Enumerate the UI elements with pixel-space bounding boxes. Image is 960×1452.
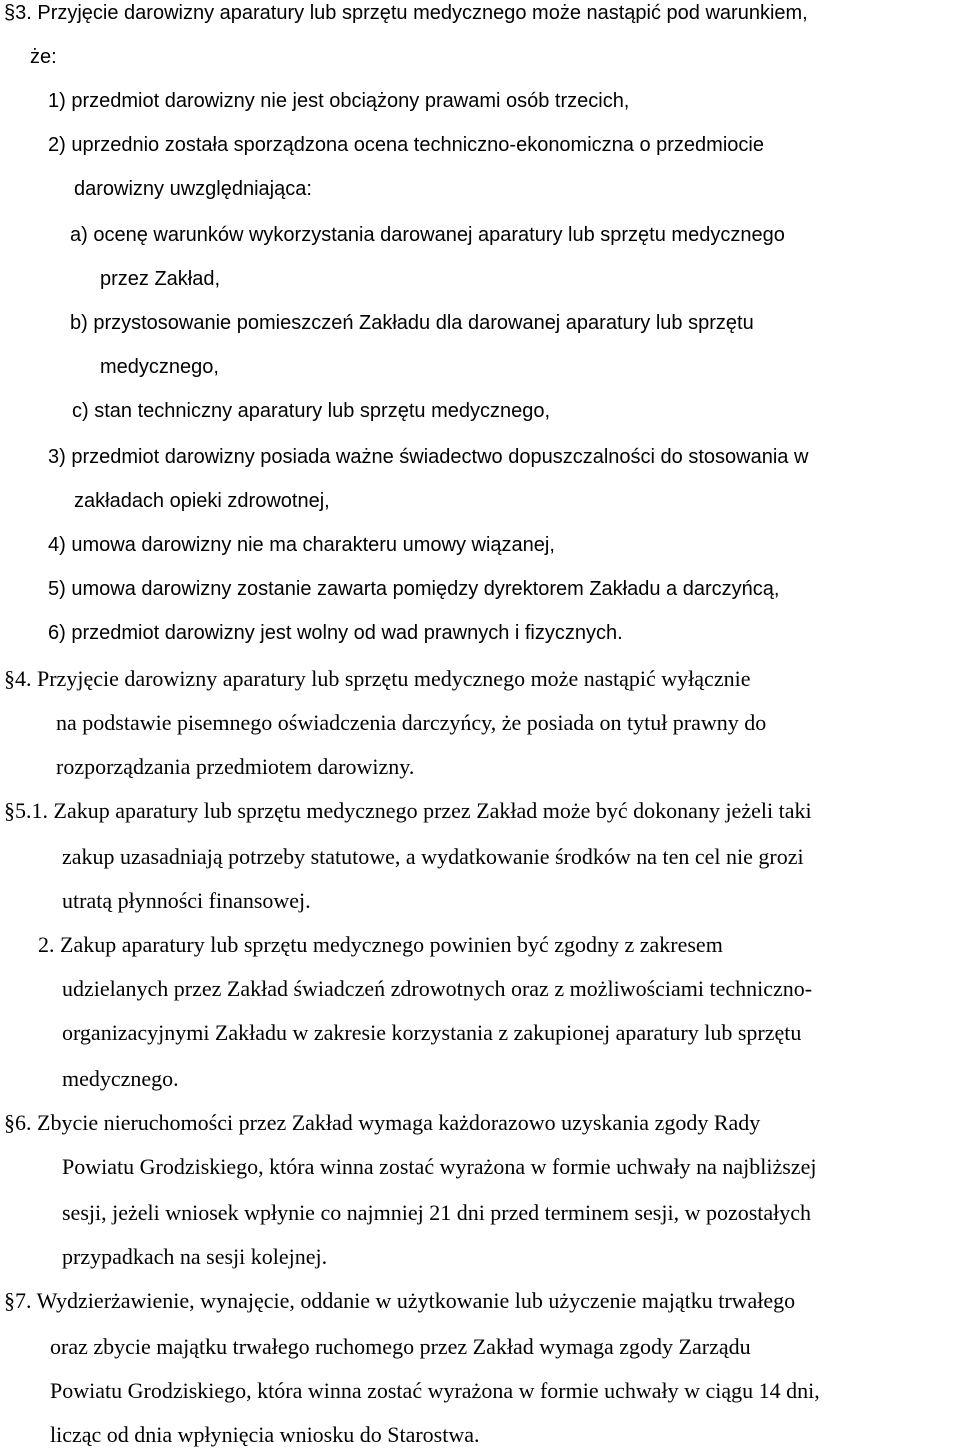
paragraph-7-cont-3: licząc od dnia wpłynięcia wniosku do Starostwa. (50, 1422, 480, 1447)
paragraph-3-heading: §3. Przyjęcie darowizny aparatury lub sprzętu medycznego może nastąpić pod warunkiem, (4, 2, 808, 24)
list-item-2: 2) uprzednio została sporządzona ocena techniczno-ekonomiczna o przedmiocie (48, 134, 764, 156)
paragraph-5-2-cont-2: organizacyjnymi Zakładu w zakresie korzystania z zakupionej aparatury lub sprzętu (62, 1020, 802, 1045)
paragraph-7-cont-2: Powiatu Grodziskiego, która winna zostać wyrażona w formie uchwały w ciągu 14 dni, (50, 1378, 820, 1403)
paragraph-4-cont-1: na podstawie pisemnego oświadczenia darczyńcy, że posiada on tytuł prawny do (56, 710, 767, 735)
paragraph-6: §6. Zbycie nieruchomości przez Zakład wymaga każdorazowo uzyskania zgody Rady (4, 1110, 761, 1135)
list-item-5: 5) umowa darowizny zostanie zawarta pomiędzy dyrektorem Zakładu a darczyńcą, (48, 578, 780, 600)
list-item-2a-cont: przez Zakład, (100, 268, 221, 290)
paragraph-6-cont-2: sesji, jeżeli wniosek wpłynie co najmniej 21 dni przed terminem sesji, w pozostałych (62, 1200, 812, 1225)
paragraph-6-cont-3: przypadkach na sesji kolejnej. (62, 1244, 328, 1269)
list-item-2-cont: darowizny uwzględniająca: (74, 178, 312, 200)
paragraph-5-2-cont-1: udzielanych przez Zakład świadczeń zdrowotnych oraz z możliwościami techniczno- (62, 976, 813, 1001)
paragraph-5-2-cont-3: medycznego. (62, 1066, 179, 1091)
list-item-4: 4) umowa darowizny nie ma charakteru umowy wiązanej, (48, 534, 555, 556)
paragraph-5-1: §5.1. Zakup aparatury lub sprzętu medycznego przez Zakład może być dokonany jeżeli taki (4, 798, 812, 823)
list-item-3: 3) przedmiot darowizny posiada ważne świadectwo dopuszczalności do stosowania w (48, 446, 809, 468)
paragraph-7-cont-1: oraz zbycie majątku trwałego ruchomego przez Zakład wymaga zgody Zarządu (50, 1334, 751, 1359)
list-item-2c: c) stan techniczny aparatury lub sprzętu medycznego, (72, 400, 551, 422)
paragraph-5-1-cont-2: utratą płynności finansowej. (62, 888, 311, 913)
paragraph-5-2: 2. Zakup aparatury lub sprzętu medycznego powinien być zgodny z zakresem (38, 932, 723, 957)
paragraph-3-heading-cont: że: (30, 46, 57, 68)
list-item-2b-cont: medycznego, (100, 356, 219, 378)
paragraph-7: §7. Wydzierżawienie, wynajęcie, oddanie w użytkowanie lub użyczenie majątku trwałego (4, 1288, 796, 1313)
list-item-6: 6) przedmiot darowizny jest wolny od wad prawnych i fizycznych. (48, 622, 623, 644)
paragraph-5-1-cont-1: zakup uzasadniają potrzeby statutowe, a wydatkowanie środków na ten cel nie grozi (62, 844, 804, 869)
list-item-2b: b) przystosowanie pomieszczeń Zakładu dla darowanej aparatury lub sprzętu (70, 312, 754, 334)
paragraph-6-cont-1: Powiatu Grodziskiego, która winna zostać wyrażona w formie uchwały na najbliższej (62, 1154, 817, 1179)
list-item-1: 1) przedmiot darowizny nie jest obciążony prawami osób trzecich, (48, 90, 630, 112)
list-item-3-cont: zakładach opieki zdrowotnej, (74, 490, 330, 512)
list-item-2a: a) ocenę warunków wykorzystania darowanej aparatury lub sprzętu medycznego (70, 224, 785, 246)
paragraph-4: §4. Przyjęcie darowizny aparatury lub sprzętu medycznego może nastąpić wyłącznie (4, 666, 751, 691)
paragraph-4-cont-2: rozporządzania przedmiotem darowizny. (56, 754, 415, 779)
